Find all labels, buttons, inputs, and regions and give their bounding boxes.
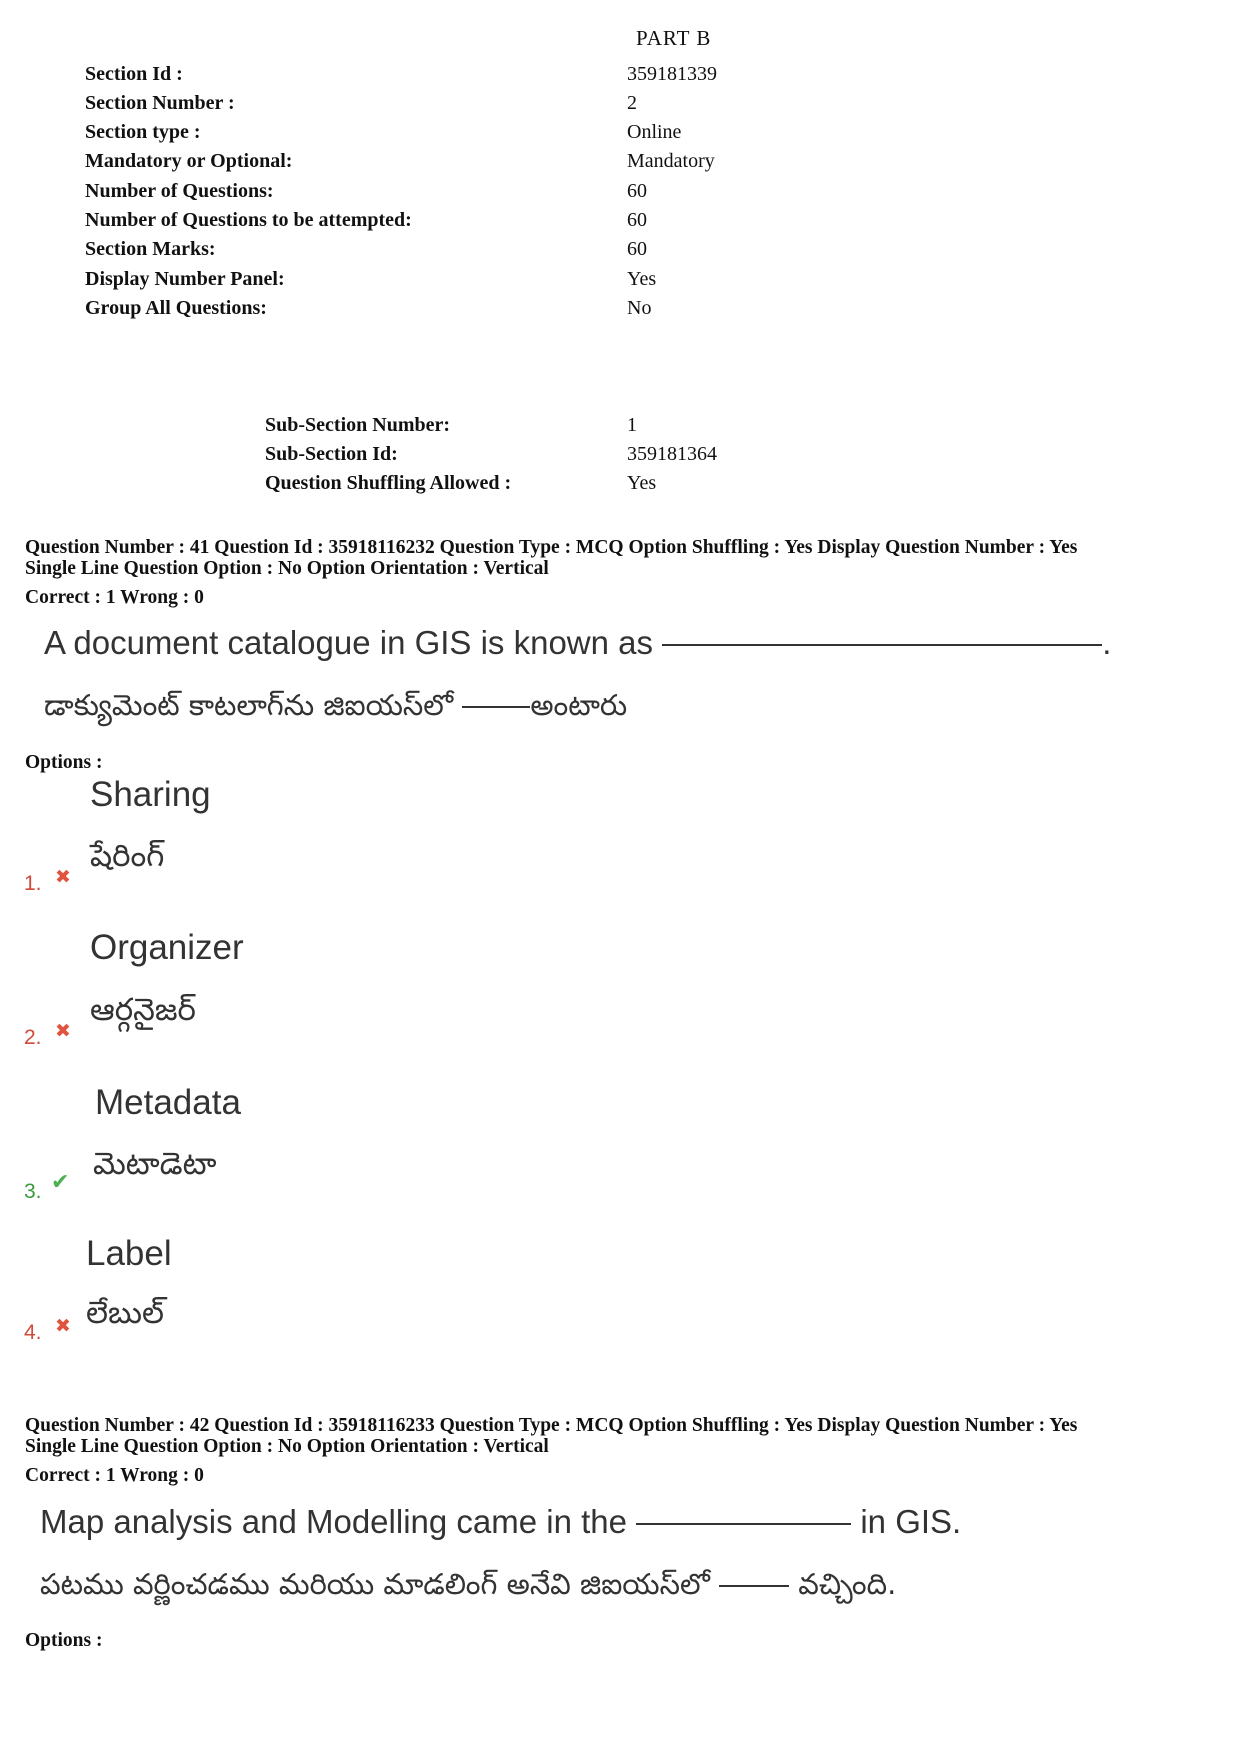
answer-blank-telugu (462, 706, 530, 708)
question-text-telugu (44, 688, 627, 730)
answer-blank (662, 644, 1102, 646)
option-3-english: Metadata (95, 1083, 241, 1122)
section-type-value: Online (627, 121, 682, 143)
number-of-questions-label: Number of Questions: (85, 180, 274, 202)
option-1-english: Sharing (90, 775, 211, 814)
subsection-number-label: Sub-Section Number: (265, 414, 451, 436)
questions-attempted-label: Number of Questions to be attempted: (85, 209, 412, 231)
wrong-mark-icon: ✖ (55, 1020, 71, 1042)
option-4-telugu: లేబుల్ (86, 1295, 164, 1331)
section-id-label: Section Id : (85, 63, 183, 85)
question-text-telugu-tail: అంటారు (530, 688, 628, 722)
option-2-english: Organizer (90, 928, 244, 967)
section-number-value: 2 (627, 92, 637, 114)
question-text-english (44, 624, 1111, 662)
question-text-telugu-main: పటము వర్ణించడము మరియు మాడలింగ్ అనేవి జిఐయస్‌లో (40, 1567, 710, 1601)
answer-blank (636, 1523, 851, 1525)
section-marks-label: Section Marks: (85, 238, 216, 260)
question-meta-line2: Single Line Question Option : No Option Orientation : Vertical (25, 1436, 549, 1457)
option-4-number: 4. (24, 1321, 42, 1344)
question-shuffling-label: Question Shuffling Allowed : (265, 472, 512, 494)
question-shuffling-value: Yes (627, 472, 657, 494)
correct-check-icon: ✔ (51, 1170, 70, 1195)
option-4-english: Label (86, 1234, 172, 1273)
question-marks: Correct : 1 Wrong : 0 (25, 587, 204, 608)
options-label: Options : (25, 1630, 103, 1651)
question-text-telugu (40, 1567, 896, 1609)
subsection-number-value: 1 (627, 414, 637, 436)
wrong-mark-icon: ✖ (55, 866, 71, 888)
question-meta-line1: Question Number : 41 Question Id : 35918116232 Question Type : MCQ Option Shuffling : Yes Display Question Number : Yes (25, 537, 1078, 558)
group-all-questions-label: Group All Questions: (85, 297, 267, 319)
option-2-number: 2. (24, 1026, 42, 1049)
question-text-english (40, 1503, 961, 1541)
question-meta-line2: Single Line Question Option : No Option Orientation : Vertical (25, 558, 549, 579)
options-label: Options : (25, 752, 103, 773)
option-1-number: 1. (24, 872, 42, 895)
question-text-telugu-tail: వచ్చింది. (798, 1567, 897, 1601)
option-3-number: 3. (24, 1180, 42, 1203)
option-2-telugu: ఆర్గనైజర్ (90, 992, 196, 1028)
question-marks: Correct : 1 Wrong : 0 (25, 1465, 204, 1486)
number-of-questions-value: 60 (627, 180, 647, 202)
question-meta-line1: Question Number : 42 Question Id : 35918116233 Question Type : MCQ Option Shuffling : Yes Display Question Number : Yes (25, 1415, 1078, 1436)
option-1-telugu: షేరింగ్ (90, 838, 165, 874)
section-id-value: 359181339 (627, 63, 717, 85)
wrong-mark-icon: ✖ (55, 1315, 71, 1337)
section-type-label: Section type : (85, 121, 201, 143)
subsection-id-label: Sub-Section Id: (265, 443, 398, 465)
part-title: PART B (636, 26, 712, 50)
display-number-panel-value: Yes (627, 268, 657, 290)
question-text-english-tail: . (1102, 624, 1112, 661)
section-number-label: Section Number : (85, 92, 235, 114)
mandatory-value: Mandatory (627, 150, 715, 172)
question-text-english-main: Map analysis and Modelling came in the (40, 1503, 627, 1540)
answer-blank-telugu (719, 1585, 789, 1587)
group-all-questions-value: No (627, 297, 652, 319)
section-marks-value: 60 (627, 238, 647, 260)
display-number-panel-label: Display Number Panel: (85, 268, 285, 290)
question-text-english-tail: in GIS. (860, 1503, 962, 1540)
question-text-telugu-main: డాక్యుమెంట్ కాటలాగ్‌ను జిఐయస్‌లో (44, 688, 454, 722)
option-3-telugu: మెటాడెటా (93, 1146, 217, 1182)
mandatory-label: Mandatory or Optional: (85, 150, 293, 172)
subsection-id-value: 359181364 (627, 443, 717, 465)
question-text-english-main: A document catalogue in GIS is known as (44, 624, 654, 661)
questions-attempted-value: 60 (627, 209, 647, 231)
